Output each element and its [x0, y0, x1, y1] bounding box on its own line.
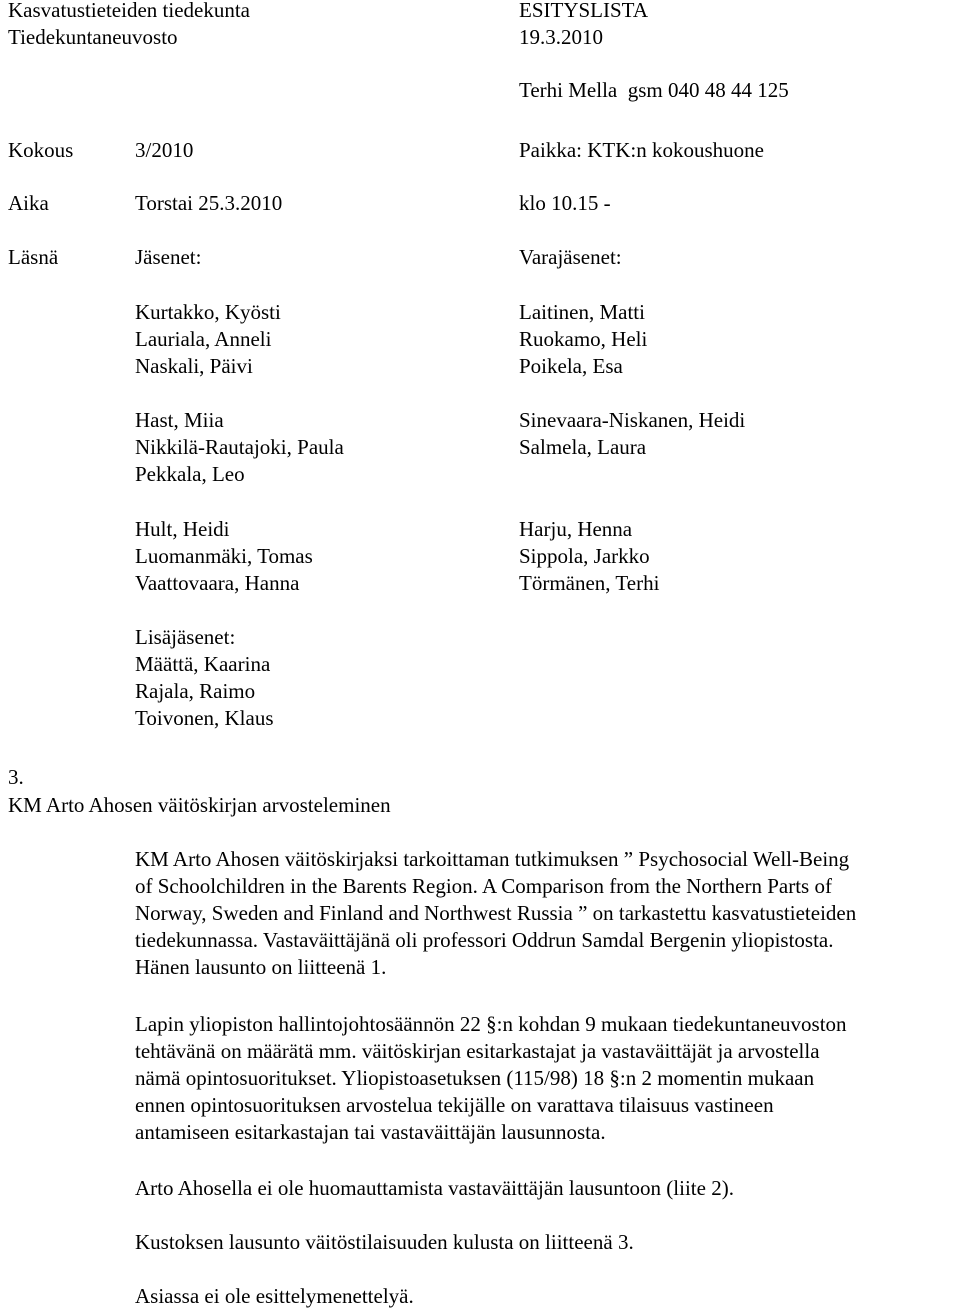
- deputy-name: Salmela, Laura: [519, 435, 647, 459]
- deputy-name: Poikela, Esa: [519, 354, 623, 378]
- members-group-2: [135, 407, 344, 488]
- deputies-heading: Varajäsenet:: [519, 245, 622, 269]
- additional-members: [135, 624, 274, 732]
- deputies-group-3: [519, 516, 659, 597]
- paragraph-line: of Schoolchildren in the Barents Region. A Comparison from the Northern Parts of: [135, 874, 832, 898]
- additional-member-name: Määttä, Kaarina: [135, 652, 271, 676]
- deputy-name: Törmänen, Terhi: [519, 571, 660, 595]
- time-label: Aika: [8, 191, 49, 215]
- member-name: Vaattovaara, Hanna: [135, 571, 300, 595]
- paragraph-line: antamiseen esitarkastajan tai vastaväittäjän lausunnosta.: [135, 1120, 606, 1144]
- document-type: ESITYSLISTA: [519, 0, 648, 22]
- deputies-group-2: [519, 407, 745, 461]
- item-paragraph-4: Kustoksen lausunto väitöstilaisuuden kulusta on liitteenä 3.: [135, 1230, 634, 1254]
- additional-heading: Lisäjäsenet:: [135, 625, 236, 649]
- document-date: 19.3.2010: [519, 25, 603, 49]
- paragraph-line: Hänen lausunto on liitteenä 1.: [135, 955, 387, 979]
- item-paragraph-1: [135, 846, 856, 981]
- member-name: Pekkala, Leo: [135, 462, 245, 486]
- paragraph-line: Norway, Sweden and Finland and Northwest Russia ” on tarkastettu kasvatustieteiden: [135, 901, 857, 925]
- meeting-number: 3/2010: [135, 138, 194, 162]
- deputy-name: Ruokamo, Heli: [519, 327, 648, 351]
- meeting-location: Paikka: KTK:n kokoushuone: [519, 138, 764, 162]
- paragraph-line: KM Arto Ahosen väitöskirjaksi tarkoittaman tutkimuksen ” Psychosocial Well-Being: [135, 847, 850, 871]
- member-name: Hast, Miia: [135, 408, 224, 432]
- members-heading: Jäsenet:: [135, 245, 202, 269]
- member-name: Kurtakko, Kyösti: [135, 300, 281, 324]
- paragraph-line: tehtävänä on määrätä mm. väitöskirjan esitarkastajat ja vastaväittäjät ja arvostella: [135, 1039, 820, 1063]
- attendance-label: Läsnä: [8, 245, 59, 269]
- paragraph-line: tiedekunnassa. Vastaväittäjänä oli professori Oddrun Samdal Bergenin yliopistosta.: [135, 928, 834, 952]
- deputy-name: Laitinen, Matti: [519, 300, 645, 324]
- item-paragraph-5: Asiassa ei ole esittelymenettelyä.: [135, 1284, 414, 1308]
- paragraph-line: ennen opintosuorituksen arvostelua tekijälle on varattava tilaisuus vastineen: [135, 1093, 774, 1117]
- deputy-name: Sinevaara-Niskanen, Heidi: [519, 408, 746, 432]
- item-title: KM Arto Ahosen väitöskirjan arvosteleminen: [8, 793, 391, 817]
- council-name: Tiedekuntaneuvosto: [8, 25, 178, 49]
- member-name: Luomanmäki, Tomas: [135, 544, 313, 568]
- contact-person: Terhi Mella gsm 040 48 44 125: [519, 78, 789, 102]
- item-paragraph-2: [135, 1011, 847, 1146]
- item-paragraph-3: Arto Ahosella ei ole huomauttamista vastaväittäjän lausuntoon (liite 2).: [135, 1176, 734, 1200]
- members-group-3: [135, 516, 313, 597]
- item-number: 3.: [8, 765, 24, 789]
- member-name: Lauriala, Anneli: [135, 327, 272, 351]
- members-group-1: [135, 299, 281, 380]
- meeting-time: klo 10.15 -: [519, 191, 611, 215]
- paragraph-line: nämä opintosuoritukset. Yliopistoasetuksen (115/98) 18 §:n 2 momentin mukaan: [135, 1066, 815, 1090]
- paragraph-line: Lapin yliopiston hallintojohtosäännön 22 §:n kohdan 9 mukaan tiedekuntaneuvoston: [135, 1012, 847, 1036]
- member-name: Naskali, Päivi: [135, 354, 253, 378]
- additional-member-name: Rajala, Raimo: [135, 679, 256, 703]
- member-name: Nikkilä-Rautajoki, Paula: [135, 435, 344, 459]
- deputies-group-1: [519, 299, 647, 380]
- additional-member-name: Toivonen, Klaus: [135, 706, 274, 730]
- deputy-name: Sippola, Jarkko: [519, 544, 650, 568]
- member-name: Hult, Heidi: [135, 517, 230, 541]
- meeting-date: Torstai 25.3.2010: [135, 191, 283, 215]
- faculty-name: Kasvatustieteiden tiedekunta: [8, 0, 251, 22]
- meeting-label: Kokous: [8, 138, 74, 162]
- deputy-name: Harju, Henna: [519, 517, 633, 541]
